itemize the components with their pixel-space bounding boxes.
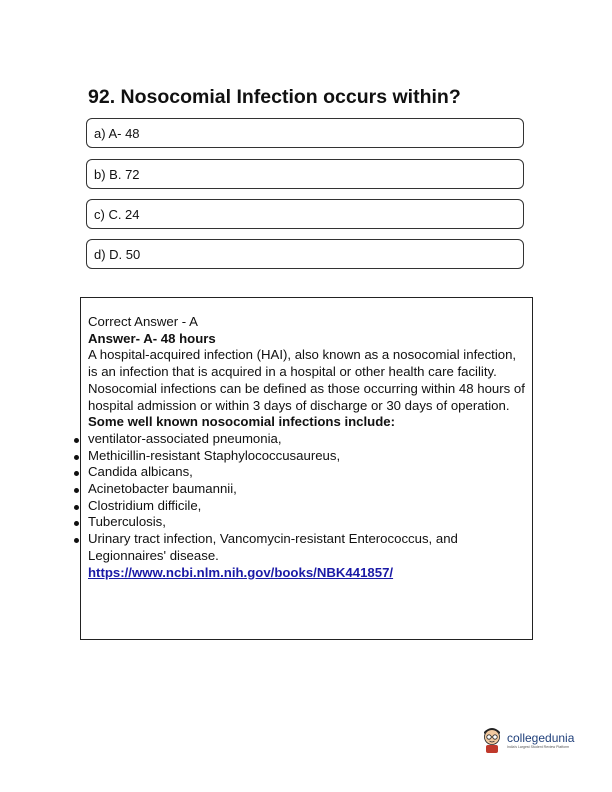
infection-list	[88, 431, 528, 565]
list-item: Acinetobacter baumannii,	[88, 481, 528, 498]
list-item: Methicillin-resistant Staphylococcusaureus,	[88, 448, 528, 465]
list-item: Clostridium difficile,	[88, 498, 528, 515]
reference-link[interactable]: https://www.ncbi.nlm.nih.gov/books/NBK441857/	[88, 564, 394, 580]
answer-heading: Answer- A- 48 hours	[88, 330, 216, 346]
answer-paragraph-2: Nosocomial infections can be defined as those occurring within 48 hours of hospital admission or within 3 days of discharge or 30 days of operation.	[88, 380, 525, 413]
answer-content	[88, 314, 528, 581]
list-item: Tuberculosis,	[88, 514, 528, 531]
collegedunia-logo	[480, 728, 574, 754]
logo-name: collegedunia	[507, 731, 575, 745]
question-title: 92. Nosocomial Infection occurs within?	[88, 86, 461, 108]
list-heading: Some well known nosocomial infections include:	[88, 414, 396, 430]
list-item: ventilator-associated pneumonia,	[88, 431, 528, 448]
logo-tagline: India's Largest Student Review Platform	[507, 745, 570, 749]
option-a[interactable]: a) A- 48	[86, 118, 524, 148]
list-item: Urinary tract infection, Vancomycin-resistant Enterococcus, and Legionnaires' disease.	[88, 531, 528, 564]
option-b[interactable]: b) B. 72	[86, 159, 524, 189]
correct-answer-line: Correct Answer - A	[88, 314, 198, 329]
answer-paragraph-1: A hospital-acquired infection (HAI), also known as a nosocomial infection, is an infection that is acquired in a hospital or other health care facility.	[88, 347, 517, 380]
list-item: Candida albicans,	[88, 464, 528, 481]
option-d[interactable]: d) D. 50	[86, 239, 524, 269]
option-c[interactable]: c) C. 24	[86, 199, 524, 229]
mascot-icon	[480, 728, 504, 754]
